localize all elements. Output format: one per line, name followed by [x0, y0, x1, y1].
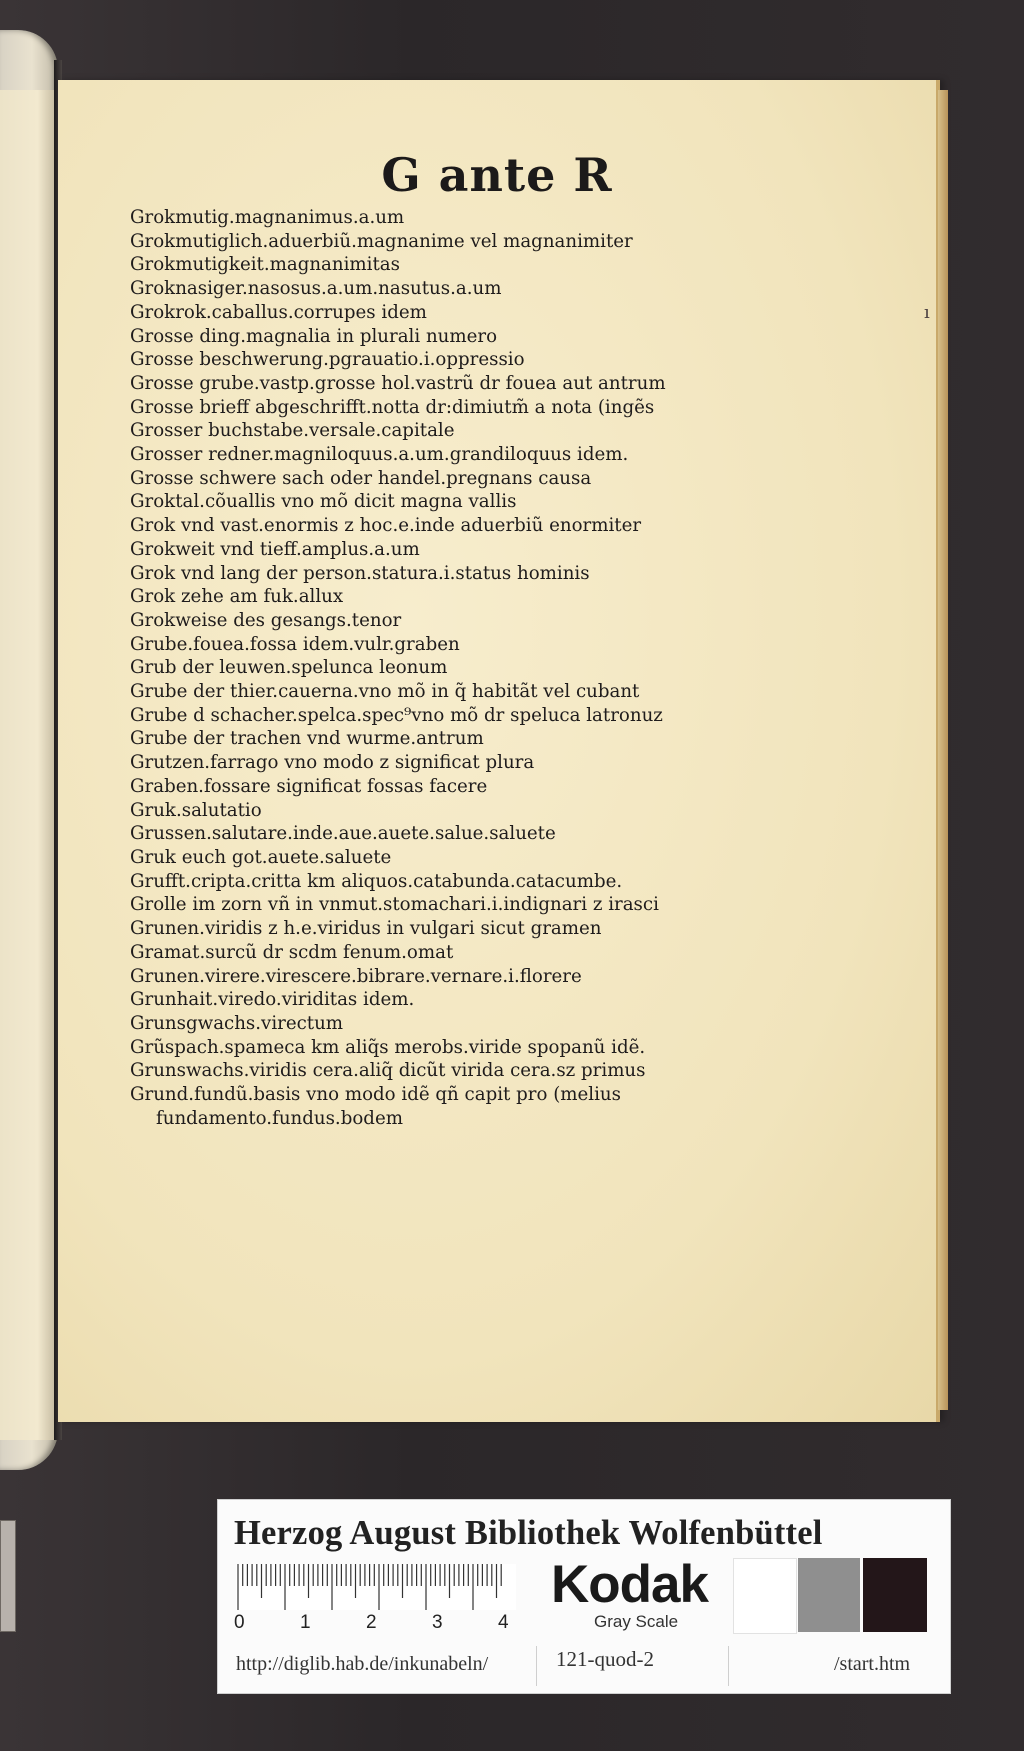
entry-line: Grosse grube.vastp.grosse hol.vastrũ dr fouea aut antrum	[130, 372, 666, 394]
entry-line: Grussen.salutare.inde.aue.auete.salue.saluete	[130, 823, 556, 845]
left-edge-tab	[0, 1520, 16, 1632]
entry-line: Gramat.surcũ dr scdm fenum.omat	[130, 941, 454, 963]
entry-line: Grosse brieff abgeschrifft.notta dr:dimiutm̃ a nota (ingẽs	[130, 396, 655, 418]
dictionary-entries	[130, 206, 770, 1130]
calibration-bar	[217, 1499, 951, 1694]
entry-line: Grolle im zorn vñ in vnmut.stomachari.i.indignari z irasci	[130, 894, 659, 916]
entry-line: Grunen.viridis z h.e.viridus in vulgari sicut gramen	[130, 918, 602, 940]
entry-line: Grokmutig.magnanimus.a.um	[130, 207, 405, 228]
library-name: Herzog August Bibliothek Wolfenbüttel	[234, 1514, 823, 1552]
entry-line: Grokmutiglich.aduerbiũ.magnanime vel magnanimiter	[130, 230, 633, 252]
entry-line: Grunen.virere.virescere.bibrare.vernare.i.florere	[130, 965, 582, 987]
gray-swatch-mid	[798, 1558, 860, 1632]
ruler-number: 0	[234, 1612, 245, 1633]
entry-line: Grund.fundũ.basis vno modo idẽ qñ capit pro (melius	[130, 1084, 621, 1106]
ruler-number: 2	[366, 1612, 377, 1633]
entry-line: Grokmutigkeit.magnanimitas	[130, 254, 400, 276]
gray-scale-label: Gray Scale	[594, 1612, 679, 1631]
entry-line: Grube d schacher.spelca.spec⁹vno mõ dr speluca latronuz	[130, 704, 663, 726]
entry-line: Grunhait.viredo.viriditas idem.	[130, 989, 415, 1011]
page-header: G ante R	[381, 148, 613, 202]
entry-line: Grokweise des gesangs.tenor	[130, 609, 402, 631]
page-edge	[938, 90, 948, 1410]
entry-line: Grosser redner.magniloquus.a.um.grandiloquus idem.	[130, 444, 629, 466]
entry-line: Grunsgwachs.virectum	[130, 1012, 344, 1034]
ruler-number: 3	[432, 1612, 443, 1633]
entry-line: Grunswachs.viridis cera.aliq̃ dicũt virida cera.sz primus	[130, 1060, 646, 1082]
source-url: http://diglib.hab.de/inkunabeln/	[236, 1653, 489, 1675]
entry-line: Grok vnd lang der person.statura.i.status hominis	[130, 562, 590, 584]
gray-swatch-black	[863, 1558, 927, 1632]
ruler-number: 1	[300, 1612, 311, 1633]
entry-line: Grok zehe am fuk.allux	[130, 586, 344, 608]
ruler-background	[236, 1564, 516, 1610]
entry-line: Gruk.salutatio	[130, 799, 262, 821]
entry-line: Grube.fouea.fossa idem.vulr.graben	[130, 633, 460, 655]
entry-line: Graben.fossare significat fossas facere	[130, 775, 488, 797]
entry-line: Gruk euch got.auete.saluete	[130, 846, 392, 868]
entry-line: Grokweit vnd tieff.amplus.a.um	[130, 538, 420, 560]
entry-line: Grutzen.farrago vno modo z significat plura	[130, 752, 535, 774]
entry-line: Grok vnd vast.enormis z hoc.e.inde aduerbiũ enormiter	[130, 515, 642, 537]
entry-line: Grube der thier.cauerna.vno mõ in q̃ habitãt vel cubant	[130, 681, 640, 703]
scanned-page	[58, 80, 940, 1422]
entry-line: Groktal.cõuallis vno mõ dicit magna vallis	[130, 491, 517, 513]
shelfmark: 121-quod-2	[556, 1647, 654, 1671]
entry-line: Grube der trachen vnd wurme.antrum	[130, 728, 484, 750]
ruler-number: 4	[498, 1612, 509, 1633]
entry-line: Grosse schwere sach oder handel.pregnans causa	[130, 467, 592, 489]
entry-line: Groknasiger.nasosus.a.um.nasutus.a.um	[130, 278, 502, 300]
entry-line: Grub der leuwen.spelunca leonum	[130, 657, 448, 679]
entry-line: Grufft.cripta.critta km aliquos.catabunda.catacumbe.	[130, 870, 623, 892]
entry-line: Grosse beschwerung.pgrauatio.i.oppressio	[130, 349, 525, 371]
separator	[728, 1646, 729, 1686]
kodak-logo: Kodak	[551, 1555, 708, 1614]
entry-line: Grũspach.spameca km aliq̃s merobs.viride spopanũ idẽ.	[130, 1036, 646, 1058]
entry-line: Grokrok.caballus.corrupes idem	[130, 301, 427, 323]
entry-line: Grosser buchstabe.versale.capitale	[130, 420, 455, 442]
ruler-numbers	[236, 1612, 526, 1638]
start-link: /start.htm	[834, 1653, 911, 1675]
separator	[536, 1646, 537, 1686]
entry-line: fundamento.fundus.bodem	[156, 1107, 403, 1129]
entry-line: Grosse ding.magnalia in plurali numero	[130, 325, 498, 347]
ruler-scale	[236, 1564, 516, 1610]
gray-swatch-white	[733, 1558, 797, 1634]
facing-page-edge	[0, 90, 54, 1440]
margin-mark: ı	[924, 302, 930, 323]
